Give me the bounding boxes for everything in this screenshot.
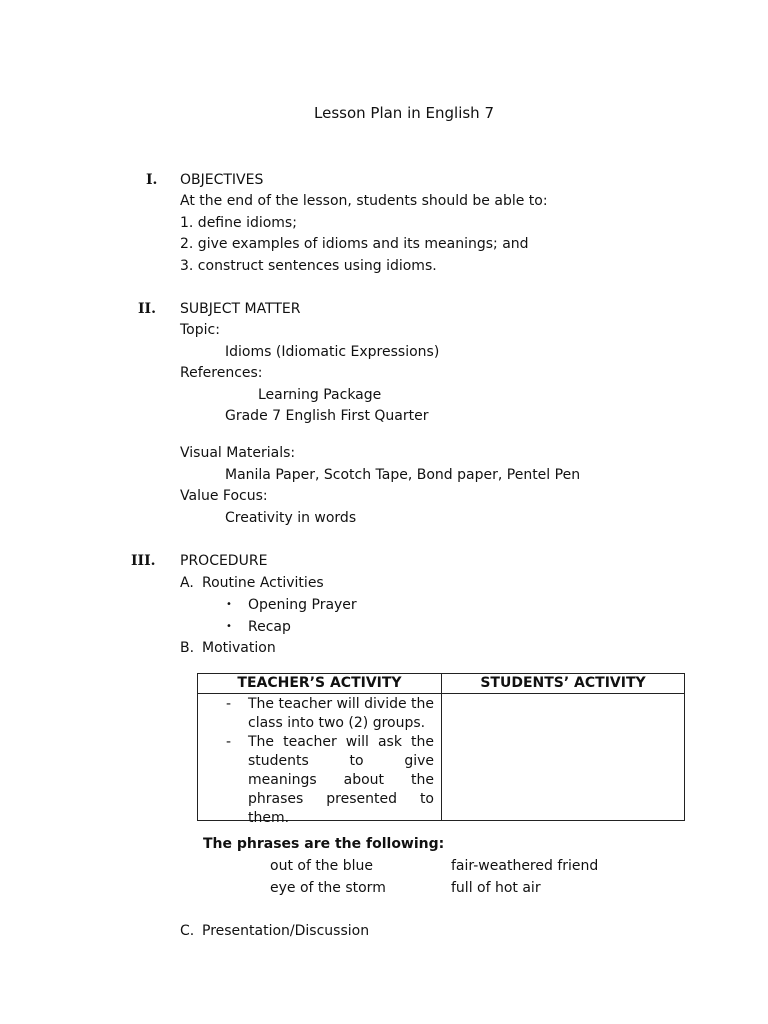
topic-label: Topic: (180, 322, 220, 338)
bullet-icon: • (226, 621, 232, 632)
visual-materials-value: Manila Paper, Scotch Tape, Bond paper, Pentel Pen (225, 467, 581, 483)
section-numeral-i: I. (146, 172, 158, 188)
references-label: References: (180, 365, 263, 381)
activity-table (197, 673, 685, 826)
value-focus-value: Creativity in words (225, 510, 357, 526)
procedure-c-letter: C. (180, 923, 195, 939)
bullet-icon: • (226, 599, 232, 610)
visual-materials-label: Visual Materials: (180, 445, 296, 461)
objective-item: 1. define idioms; (180, 215, 297, 231)
page-title: Lesson Plan in English 7 (314, 104, 494, 122)
procedure-a-letter: A. (180, 575, 194, 591)
teacher-activity-item: The teacher will divide the class into two (2) groups. (248, 696, 435, 731)
section-numeral-ii: II. (138, 301, 156, 317)
objectives-intro: At the end of the lesson, students should be able to: (180, 193, 548, 209)
objective-item: 3. construct sentences using idioms. (180, 258, 437, 274)
procedure-b-label: Motivation (202, 640, 276, 656)
phrase-item: fair-weathered friend (451, 858, 599, 874)
objectives-heading: OBJECTIVES (180, 172, 264, 188)
phrase-item: out of the blue (270, 858, 374, 874)
students-activity-header: STUDENTS’ ACTIVITY (442, 674, 685, 694)
teacher-activity-item: The teacher will ask the students to give meanings about the phrases presented to them. (248, 734, 434, 826)
section-numeral-iii: III. (131, 553, 156, 569)
procedure-a-label: Routine Activities (202, 575, 324, 591)
dash-marker: - (226, 734, 232, 750)
value-focus-label: Value Focus: (180, 488, 268, 504)
reference-value: Learning Package (258, 387, 382, 403)
routine-item: Opening Prayer (248, 597, 357, 613)
objective-item: 2. give examples of idioms and its meanings; and (180, 236, 529, 252)
teacher-activity-cell (198, 694, 442, 826)
subject-matter-heading: SUBJECT MATTER (180, 301, 301, 317)
phrase-item: full of hot air (451, 880, 541, 896)
procedure-heading: PROCEDURE (180, 553, 268, 569)
phrase-item: eye of the storm (270, 880, 386, 896)
procedure-b-letter: B. (180, 640, 195, 656)
routine-item: Recap (248, 619, 291, 635)
phrases-heading: The phrases are the following: (203, 836, 445, 852)
students-activity-cell (442, 694, 685, 821)
dash-marker: - (226, 696, 232, 712)
procedure-c-label: Presentation/Discussion (202, 923, 370, 939)
teacher-activity-header: TEACHER’S ACTIVITY (198, 674, 442, 694)
reference-value: Grade 7 English First Quarter (225, 408, 429, 424)
topic-value: Idioms (Idiomatic Expressions) (225, 344, 440, 360)
